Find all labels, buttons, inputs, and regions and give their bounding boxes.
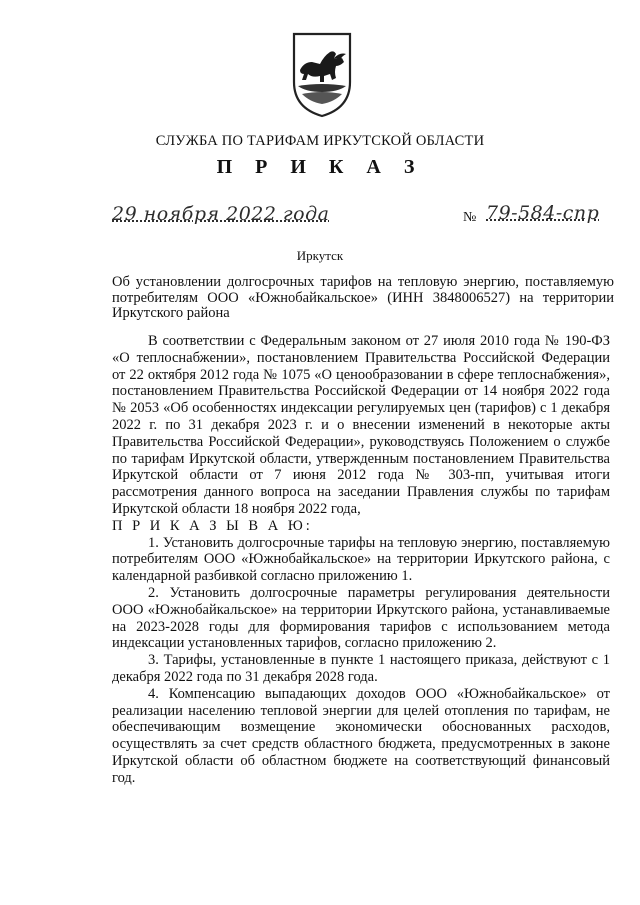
order-item-4: 4. Компенсацию выпадающих доходов ООО «Южнобайкальское» от реализации населению тепловой энергии для целей отопления по тарифам, не обеспечивающим возмещение экономически обоснованных расходов, осуществлять за счет средств областного бюджета, предусмотренных в законе Иркутской области об областном бюджете на соответствующий финансовый год.: [112, 685, 610, 786]
order-subject: Об установлении долгосрочных тарифов на тепловую энергию, поставляемую потребителям ООО «Южнобайкальское» (ИНН 3848006527) на территории Иркутского района: [112, 274, 614, 321]
handwritten-date: 29 ноября 2022 года: [112, 203, 330, 225]
agency-name: СЛУЖБА ПО ТАРИФАМ ИРКУТСКОЙ ОБЛАСТИ: [155, 133, 485, 149]
preamble-paragraph: В соответствии с Федеральным законом от 27 июля 2010 года № 190-ФЗ «О теплоснабжении», постановлением Правительства Российской Федерации от 22 октября 2012 года № 1075 «О ценообразовании в сфере теплоснабжения», постановлением Правительства Российской Федерации от 14 ноября 2022 года № 2053 «Об особенностях индексации регулируемых цен (тарифов) с 1 декабря 2022 г. по 31 декабря 2023 г. и о внесении изменений в некоторые акты Правительства Российской Федерации», руководствуясь Положением о службе по тарифам Иркутской области, утвержденным постановлением Правительства Иркутской области от 7 июня 2012 года № 303-пп, учитывая итоги рассмотрения данного вопроса на заседании Правления службы по тарифам Иркутской области 18 ноября 2022 года,: [112, 333, 610, 517]
order-body: [112, 333, 610, 787]
handwritten-order-number: 79-584-спр: [486, 202, 600, 224]
order-word: П Р И К А З Ы В А Ю:: [112, 517, 313, 534]
city-name: Иркутск: [296, 248, 344, 263]
order-item-1: 1. Установить долгосрочные тарифы на тепловую энергию, поставляемую потребителям ООО «Южнобайкальское» на территории Иркутского района, с календарной разбивкой согласно приложению 1.: [112, 534, 610, 585]
order-item-2: 2. Установить долгосрочные параметры регулирования деятельности ООО «Южнобайкальское» на территории Иркутского района, устанавливаемые на 2023-2028 годы для формирования тарифов с использованием метода индексации установленных тарифов, согласно приложению 2.: [112, 584, 610, 652]
irkutsk-coat-of-arms-icon: [290, 30, 354, 118]
order-item-3: 3. Тарифы, установленные в пункте 1 настоящего приказа, действуют с 1 декабря 2022 года по 31 декабря 2028 года.: [112, 652, 610, 685]
document-type-title: П Р И К А З: [216, 156, 424, 178]
order-number-prefix: №: [463, 210, 477, 225]
